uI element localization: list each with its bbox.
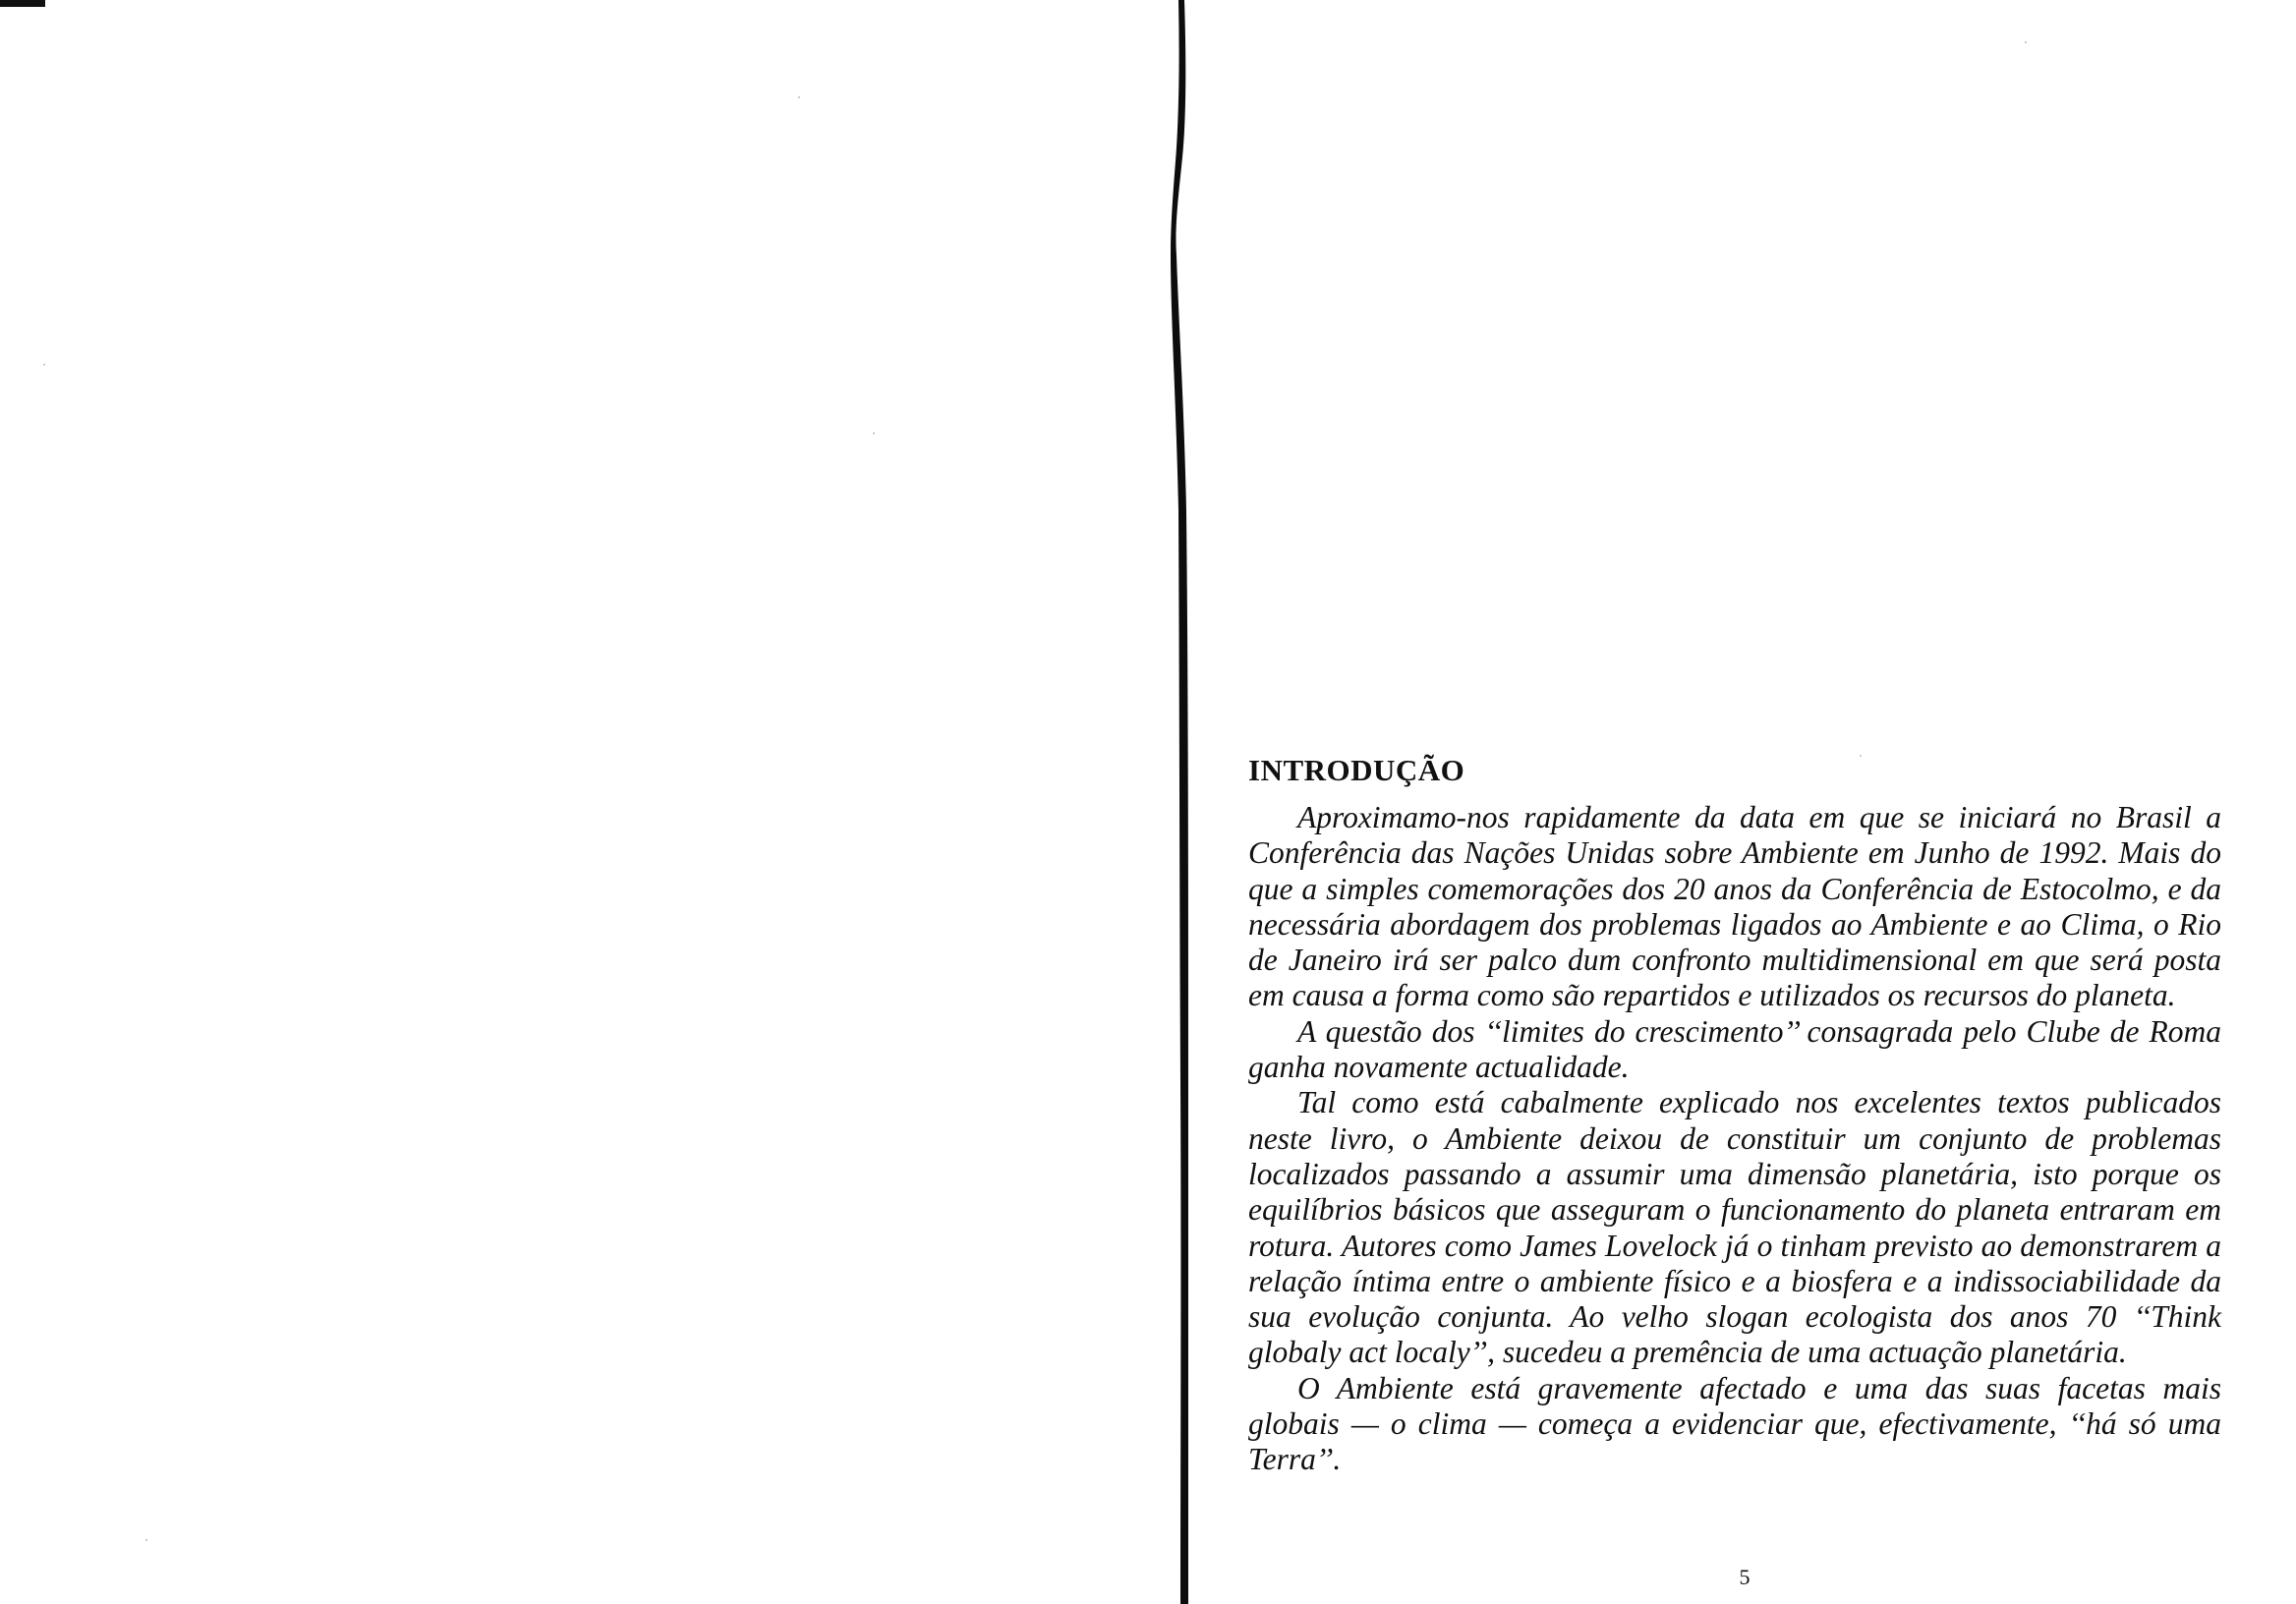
- spine-shadow: [1165, 0, 1204, 1604]
- paper-speck: [145, 1539, 147, 1541]
- page-number: 5: [1739, 1565, 1751, 1589]
- paper-speck: [43, 364, 45, 366]
- paragraph: Aproximamo-nos rapidamente da data em que se iniciará no Brasil a Conferência das Nações Unidas sobre Ambiente em Junho de 1992. Mais do que a simples comemorações dos 20 anos da Conferência de Estocolmo, e da necessária abordagem dos problemas ligados ao Ambiente e ao Clima, o Rio de Janeiro irá ser palco dum confronto multidimensional em que será posta em causa a forma como são repartidos e utilizados os recursos do planeta.: [1248, 800, 2221, 1013]
- introduction-section: [1248, 747, 2221, 1478]
- paragraph: Tal como está cabalmente explicado nos excelentes textos publicados neste livro, o Ambiente deixou de constituir um conjunto de problemas localizados passando a assumir uma dimensão planetária, isto porque os equilíbrios básicos que asseguram o funcionamento do planeta entraram em rotura. Autores como James Lovelock já o tinham previsto ao demonstrarem a relação íntima entre o ambiente físico e a biosfera e a indissociabilidade da sua evolução conjunta. Ao velho slogan ecologista dos anos 70 ‘‘Think globaly act localy’’, sucedeu a premência de uma actuação planetária.: [1248, 1085, 2221, 1370]
- section-heading: INTRODUÇÃO: [1248, 753, 1465, 787]
- book-gutter-spine: [1165, 0, 1204, 1604]
- paragraph: O Ambiente está gravemente afectado e uma das suas facetas mais globais — o clima — começa a evidenciar que, efectivamente, ‘‘há só uma Terra’’.: [1248, 1370, 2221, 1477]
- scan-edge-mark: [0, 0, 45, 7]
- paper-speck: [798, 96, 800, 98]
- paragraph: A questão dos ‘‘limites do crescimento’’ consagrada pelo Clube de Roma ganha novamente actualidade.: [1248, 1013, 2221, 1085]
- paper-speck: [873, 432, 875, 434]
- body-text: [1248, 800, 2221, 1478]
- paper-speck: [2025, 41, 2027, 43]
